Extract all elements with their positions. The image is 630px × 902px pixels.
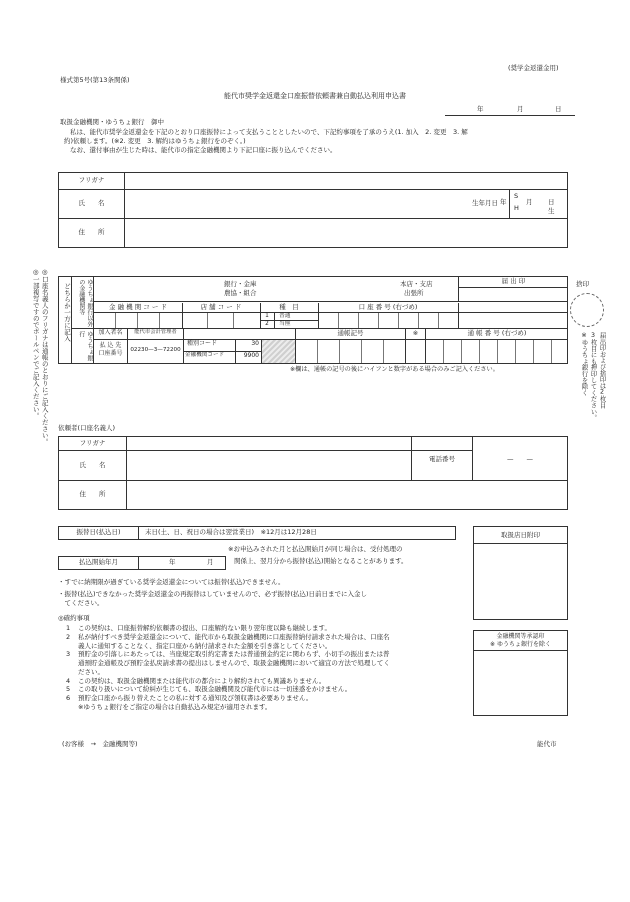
term-item — [66, 650, 470, 676]
term-text — [78, 624, 331, 633]
term-text — [78, 685, 351, 694]
term-number: 2 — [66, 632, 71, 641]
name-field[interactable] — [125, 189, 461, 219]
applicant-address-field[interactable] — [127, 481, 567, 509]
term-item — [66, 694, 470, 712]
term-number: 5 — [66, 685, 71, 694]
passbook-symbol-header: 通帳記号 — [296, 329, 406, 340]
payee-label: 払 込 先 口座番号 — [94, 340, 128, 363]
branch-code-header: 店 舗 コ ー ド — [182, 303, 261, 313]
applicant-name-label: 氏 名 — [59, 451, 127, 481]
term-line: この取り扱いについて紛糾が生じても、取扱金融機関及び能代市には一切迷惑をかけません。 — [78, 685, 352, 694]
note-line: ・振替(払込)できなかった奨学金返還金の再振替はしていませんので、必ず振替(払込)日前日までに入金し — [58, 589, 368, 598]
intro-line: 約)依頼します。(※2. 変更 3. 解約はゆうちょ銀行をのぞく。) — [64, 136, 246, 145]
term-line: この契約は、取扱金融機関または能代市の都合により解約されても異議ありません。 — [78, 676, 326, 685]
terms-list — [66, 624, 470, 712]
terms-heading: ◎確約事項 — [58, 614, 90, 622]
type-option-1[interactable]: 1 普通 — [260, 313, 318, 321]
address-label: 住 所 — [59, 219, 125, 247]
phone-label: 電話番号 — [411, 437, 473, 481]
term-line: 預貯金口座から振り替えたことの私に対する通知及び領収書は必要ありません。 — [78, 694, 313, 703]
birth-unit: 月 — [526, 198, 533, 206]
seal-field[interactable] — [458, 288, 568, 301]
bank-types-2: 農協・組合 — [224, 289, 257, 297]
term-line: 預貯金の引落しにあたっては、当座規定取引約定書または普通預金約定に関わらず、小切手の振出または普 — [78, 650, 390, 659]
applicant-furigana-label: フリガナ — [59, 437, 127, 451]
passbook-symbol-field[interactable] — [296, 340, 406, 363]
term-line: 義人に通知することなく、指定口座から納付請求された金額を引き落としてください。 — [78, 641, 332, 650]
term-line: 私が納付すべき奨学金返還金について、能代市から取扱金融機関に口座振替納付請求された場合は、口座名 — [78, 632, 390, 641]
usage-note: (奨学金返還金用) — [508, 64, 559, 72]
receipt-stamp-box[interactable] — [473, 526, 568, 620]
applicant-address-label: 住 所 — [59, 481, 127, 509]
birth-label: 生年月日 — [461, 189, 509, 219]
bank-name-row[interactable] — [94, 277, 458, 302]
branch-types-1: 本店・支店 — [400, 280, 433, 288]
side-note-furigana: ◎口座名義人のフリガナは通帳のとおりにご記入ください。 — [40, 268, 49, 445]
city-name: 能代市 — [537, 740, 557, 748]
term-line: 通預貯金通帳及び預貯金払戻請求書の提出はしませんので、取扱金融機関において適宜の方法で処理してく — [78, 659, 390, 668]
branch-code-field[interactable] — [182, 313, 261, 328]
type-header: 種 目 — [260, 303, 319, 313]
yucho-label: ゆうちょ銀行 — [72, 329, 94, 363]
bank-code-field[interactable] — [94, 313, 183, 328]
term-line: ださい。 — [78, 667, 104, 676]
inst-code-value: 9900 — [236, 352, 262, 363]
copy-route: (お客様 → 金融機関等) — [62, 740, 138, 748]
either-one-label: どちらか一方に記入 — [59, 277, 72, 363]
term-text — [78, 650, 390, 676]
term-item — [66, 685, 470, 694]
page-title: 能代市奨学金返還金口座振替依頼書兼自動払込利用申込書 — [224, 92, 406, 100]
term-line: ※ゆうちょ銀行をご指定の場合は自動払込み規定が適用されます。 — [78, 702, 272, 711]
addressee: 取扱金融機関・ゆうちょ銀行 御中 — [60, 118, 164, 126]
intro-line: なお、還付事由が生じた時は、能代市の指定金融機関より下記口座に振り込んでください。 — [70, 145, 337, 154]
other-banks-label: ゆうちょ銀行以外の金融機関等 — [72, 277, 94, 329]
payee-account-value: 02230—3—72200 — [128, 340, 184, 363]
mark-header: ※ — [406, 329, 426, 340]
bank-code-header: 金 融 機 関 コ ー ド — [94, 303, 183, 313]
date-month-label: 月 — [517, 105, 524, 113]
receipt-stamp-label: 取扱店日附印 — [474, 527, 567, 544]
inst-code-label: 金融機関コード — [184, 352, 236, 363]
code-header-row — [94, 301, 568, 313]
term-number: 4 — [66, 676, 71, 685]
start-note-2: 関係上、翌月分から振替(払込)開始となることがあります。 — [234, 557, 408, 565]
birth-unit: 日生 — [548, 198, 555, 215]
term-text — [78, 633, 390, 651]
notes-list — [58, 578, 468, 607]
account-type-field[interactable] — [260, 313, 319, 328]
start-month-unit: 月 — [207, 558, 214, 566]
yucho-area — [94, 329, 568, 363]
transfer-date-value: 末日(土、日、祝日の場合は翌営業日) ※12月は12月28日 — [145, 528, 317, 536]
term-item — [66, 624, 470, 633]
bank-section — [58, 276, 568, 364]
branch-types-2: 出張所 — [404, 289, 424, 297]
stamp-circle[interactable] — [570, 293, 604, 327]
stamp-label: 捨印 — [576, 280, 589, 288]
start-note-1: ※お申込みされた月と払込開始月が同じ場合は、受付処理の — [228, 545, 403, 553]
account-header: 口 座 番 号 (右づめ) — [318, 303, 459, 313]
term-number: 1 — [66, 624, 71, 632]
start-month-row[interactable] — [58, 556, 226, 570]
kind-code-label: 種別コード — [184, 340, 236, 352]
side-note-stamp-2: 3枚目にも押印してください。 — [589, 332, 597, 421]
transfer-date-label: 振替日(払込日) — [59, 527, 139, 539]
birth-field[interactable] — [509, 189, 567, 219]
approval-stamp-label: 金融機関等承認印 ※ ゆうちょ銀行を除く — [474, 631, 567, 651]
term-number: 6 — [66, 694, 71, 703]
note-line: ・すでに納期限が過ぎている奨学金返還金については振替(払込)できません。 — [58, 578, 285, 586]
applicant-heading: 依頼者(口座名義人) — [58, 424, 116, 432]
passbook-number-header: 通 帳 番 号 (右づめ) — [426, 329, 568, 340]
term-item — [66, 633, 470, 651]
code-input-row — [94, 313, 568, 329]
form-number: 様式第5号(第13条関係) — [60, 76, 130, 84]
furigana-row[interactable] — [59, 173, 435, 190]
furigana-label: フリガナ — [59, 173, 125, 189]
era-h: H — [514, 204, 519, 212]
address-field[interactable] — [125, 219, 567, 247]
term-line: この契約は、口座振替解約依頼書の提出、口座解約ない限り翌年度以降も継続します。 — [78, 624, 331, 632]
start-month-label: 払込開始年月 — [59, 557, 139, 569]
date-year-label: 年 — [477, 105, 484, 113]
bank-footnote: ※欄は、通帳の記号の後にハイフンと数字がある場合のみご記入ください。 — [290, 366, 499, 373]
side-note-stamp-1: 届出印および捨印は2枚目 — [598, 332, 606, 409]
mark-field[interactable] — [406, 340, 426, 363]
era-s: S — [514, 192, 519, 200]
bank-types-1: 銀行・金庫 — [224, 280, 257, 288]
term-number: 3 — [66, 650, 71, 659]
type-option-2[interactable]: 2 当座 — [260, 321, 318, 328]
name-label: 氏 名 — [59, 189, 125, 219]
account-number-field[interactable] — [318, 313, 459, 328]
start-year-label: 年 — [169, 558, 176, 566]
shaded-cells — [262, 340, 296, 363]
approval-stamp-box[interactable] — [473, 630, 568, 716]
term-text — [78, 694, 312, 712]
date-line[interactable] — [445, 105, 575, 116]
furigana-blank — [435, 173, 567, 190]
intro-paragraph — [64, 128, 576, 154]
intro-line: 私は、能代市奨学金返還金を下記のとおり口座振替によって支払うこととしたいので、下記約事項を了承のうえ(1. 加入 2. 変更 3. 解 — [70, 128, 468, 136]
passbook-number-field[interactable] — [426, 340, 568, 363]
phone-field[interactable]: — — — [473, 437, 567, 481]
transfer-date-row — [58, 526, 456, 540]
side-note-stamp-3: ※ゆうちょ銀行を除く — [580, 332, 588, 396]
yucho-blank — [184, 329, 296, 340]
seal-header: 届 出 印 — [458, 277, 568, 288]
date-day-label: 日 — [555, 105, 562, 113]
member-name-label: 加入者名 — [94, 329, 128, 340]
member-name-value: 能代市会計管理者 — [128, 329, 184, 340]
side-note-ballpoint: ◎一部複写ですのでボールペンでご記入ください。 — [31, 268, 40, 419]
applicant-box — [58, 436, 568, 510]
personal-info-box — [58, 172, 568, 248]
birth-unit: 年 — [500, 198, 507, 206]
kind-code-value: 30 — [236, 340, 262, 352]
note-line: てください。 — [58, 598, 104, 607]
